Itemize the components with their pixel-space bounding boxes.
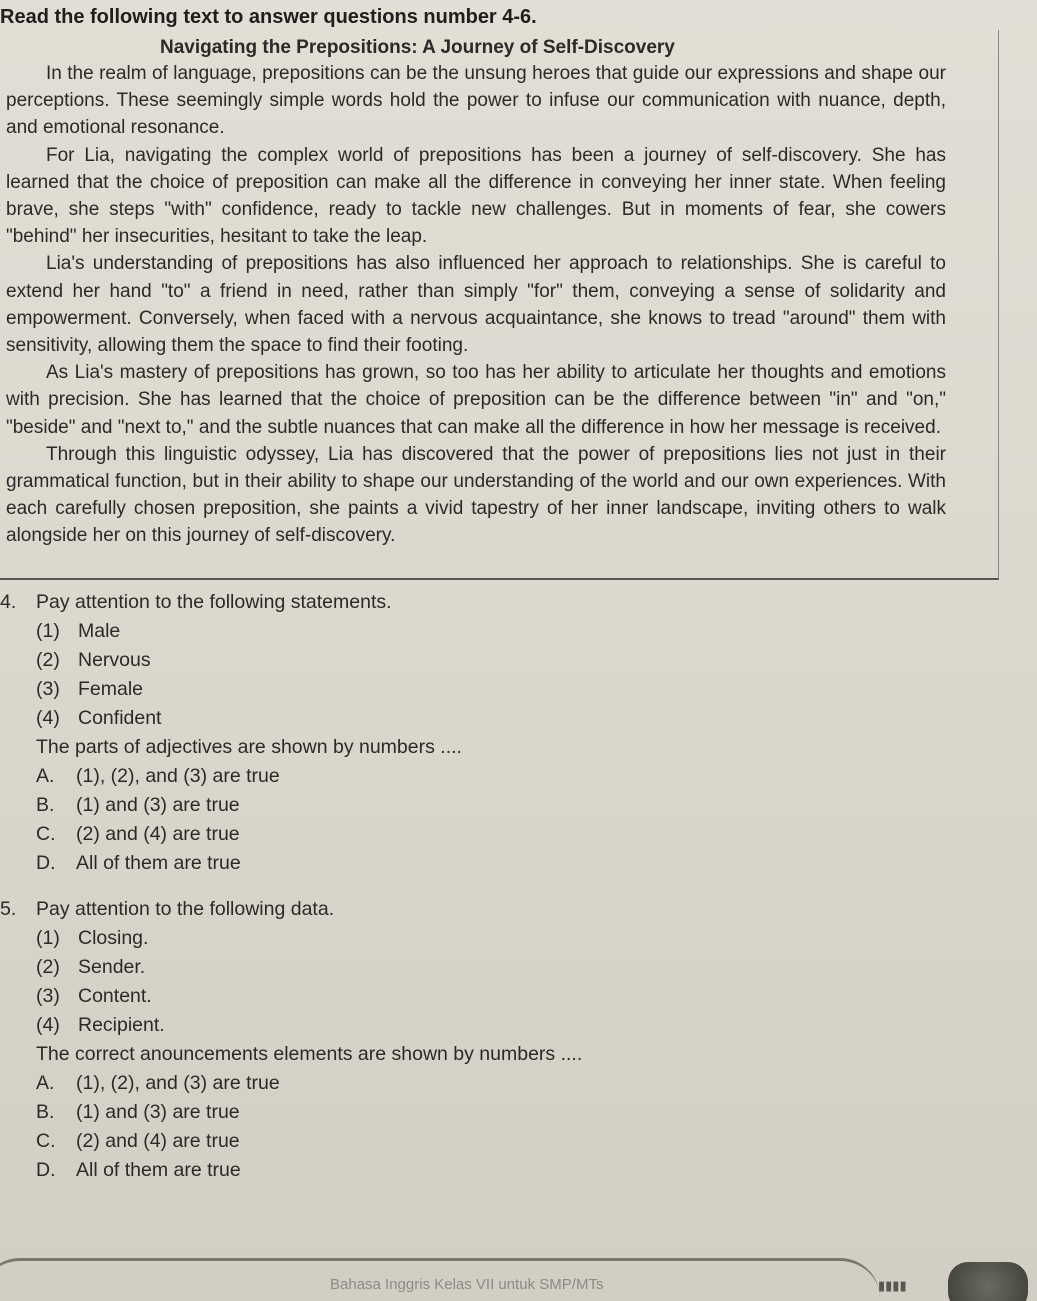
question-prompt: The parts of adjectives are shown by numbers .... (36, 736, 462, 758)
question-prompt: The correct anouncements elements are shown by numbers .... (36, 1043, 583, 1065)
answer-option-b: B. (1) and (3) are true (36, 1101, 240, 1123)
question-number: 5. (0, 898, 17, 920)
instruction-text: Read the following text to answer questions number 4-6. (0, 6, 537, 28)
corner-decoration-icon (948, 1262, 1028, 1301)
question-text: Pay attention to the following data. (36, 898, 335, 920)
question-5 (0, 895, 760, 1185)
footer-page-number: ▮▮▮▮ (878, 1278, 907, 1293)
passage-body (6, 60, 946, 550)
data-item: (3) Content. (36, 985, 152, 1007)
statement-item: (4) Confident (36, 707, 162, 729)
answer-option-d: D. All of them are true (36, 852, 241, 874)
statement-item: (2) Nervous (36, 649, 151, 671)
question-text: Pay attention to the following statements. (36, 591, 392, 613)
answer-option-b: B. (1) and (3) are true (36, 794, 240, 816)
answer-option-d: D. All of them are true (36, 1159, 241, 1181)
answer-option-a: A. (1), (2), and (3) are true (36, 1072, 280, 1094)
passage-paragraph: For Lia, navigating the complex world of prepositions has been a journey of self-discovery. She has learned that the choice of preposition can make all the difference in conveying her inner state. When feeling brave, she steps "with" confidence, ready to tackle new challenges. But in moments of fear, she cowers "behind" her insecurities, hesitant to take the leap. (6, 144, 946, 248)
page-footer (0, 1248, 1037, 1301)
passage-paragraph: Lia's understanding of prepositions has also influenced her approach to relationships. She is careful to extend her hand "to" a friend in need, rather than simply "for" them, conveying a sense of solidarity and empowerment. Conversely, when faced with a nervous acquaintance, she knows to tread "around" them with sensitivity, allowing them the space to find their footing. (6, 253, 946, 357)
question-number: 4. (0, 591, 17, 613)
answer-option-c: C. (2) and (4) are true (36, 823, 240, 845)
passage-paragraph: As Lia's mastery of prepositions has grown, so too has her ability to articulate her thoughts and emotions with precision. She has learned that the choice of preposition can be the difference between "in" and "on," "beside" and "next to," and the subtle nuances that can make all the difference in how her message is received. (6, 362, 946, 438)
data-item: (2) Sender. (36, 956, 146, 978)
question-4 (0, 588, 760, 878)
passage-paragraph: In the realm of language, prepositions can be the unsung heroes that guide our expressions and shape our perceptions. These seemingly simple words hold the power to infuse our communication with nuance, depth, and emotional resonance. (6, 63, 946, 139)
data-item: (4) Recipient. (36, 1014, 165, 1036)
passage-paragraph: Through this linguistic odyssey, Lia has discovered that the power of prepositions lies not just in their grammatical function, but in their ability to shape our understanding of the world and our own experiences. With each carefully chosen preposition, she paints a vivid tapestry of her inner landscape, inviting others to walk alongside her on this journey of self-discovery. (6, 443, 946, 547)
footer-book-title: Bahasa Inggris Kelas VII untuk SMP/MTs (330, 1276, 604, 1293)
statement-item: (3) Female (36, 678, 144, 700)
passage-title: Navigating the Prepositions: A Journey of Self-Discovery (160, 37, 675, 58)
answer-option-c: C. (2) and (4) are true (36, 1130, 240, 1152)
statement-item: (1) Male (36, 620, 121, 642)
data-item: (1) Closing. (36, 927, 149, 949)
answer-option-a: A. (1), (2), and (3) are true (36, 765, 280, 787)
